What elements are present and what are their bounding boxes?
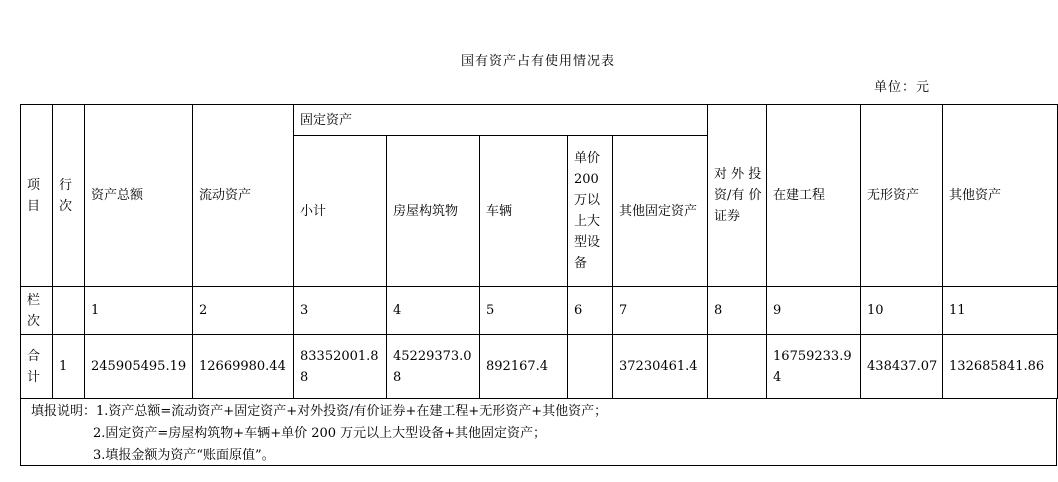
total-row-no: 1 [53, 335, 85, 399]
header-row-no: 行次 [53, 105, 85, 287]
column-index-cell: 9 [767, 287, 861, 335]
header-construction: 在建工程 [767, 105, 861, 287]
total-value-cell: 83352001.88 [294, 335, 387, 399]
note-line: 2.固定资产=房屋构筑物+车辆+单价 200 万元以上大型设备+其他固定资产； [93, 426, 547, 441]
header-large-equipment: 单价200万以上大型设备 [568, 136, 613, 287]
total-value-cell: 12669980.44 [193, 335, 294, 399]
column-index-cell: 2 [193, 287, 294, 335]
notes-box [20, 398, 1057, 466]
column-index-cell [53, 287, 85, 335]
column-index-cell: 11 [943, 287, 1058, 335]
column-index-cell: 1 [85, 287, 193, 335]
total-value-cell: 132685841.86 [943, 335, 1058, 399]
total-value-cell [568, 335, 613, 399]
header-vehicles: 车辆 [480, 136, 568, 287]
total-value-cell: 16759233.94 [767, 335, 861, 399]
header-other-assets: 其他资产 [943, 105, 1058, 287]
column-index-cell: 5 [480, 287, 568, 335]
total-value-cell: 45229373.08 [387, 335, 480, 399]
header-other-fixed: 其他固定资产 [613, 136, 708, 287]
header-investments: 对 外 投资/有 价证券 [708, 105, 767, 287]
header-buildings: 房屋构筑物 [387, 136, 480, 287]
total-value-cell: 37230461.4 [613, 335, 708, 399]
header-item: 项目 [21, 105, 53, 287]
column-index-label: 栏次 [21, 287, 53, 335]
asset-table [20, 104, 1058, 399]
column-index-cell: 8 [708, 287, 767, 335]
table-title: 国有资产占有使用情况表 [460, 54, 615, 69]
header-intangible: 无形资产 [861, 105, 943, 287]
column-index-cell: 7 [613, 287, 708, 335]
note-line: 3.填报金额为资产“账面原值”。 [93, 448, 275, 463]
note-line: 填报说明：1.资产总额=流动资产+固定资产+对外投资/有价证券+在建工程+无形资产+其他资产； [31, 404, 608, 419]
column-index-cell: 10 [861, 287, 943, 335]
column-index-cell: 3 [294, 287, 387, 335]
total-value-cell: 245905495.19 [85, 335, 193, 399]
total-row-label: 合计 [21, 335, 53, 399]
total-value-cell: 438437.07 [861, 335, 943, 399]
header-fixed-assets: 固定资产 [294, 105, 708, 136]
header-total-assets: 资产总额 [85, 105, 193, 287]
column-index-cell: 6 [568, 287, 613, 335]
unit-label: 单位：元 [874, 80, 931, 95]
total-value-cell [708, 335, 767, 399]
header-subtotal: 小计 [294, 136, 387, 287]
column-index-cell: 4 [387, 287, 480, 335]
total-value-cell: 892167.4 [480, 335, 568, 399]
header-current-assets: 流动资产 [193, 105, 294, 287]
